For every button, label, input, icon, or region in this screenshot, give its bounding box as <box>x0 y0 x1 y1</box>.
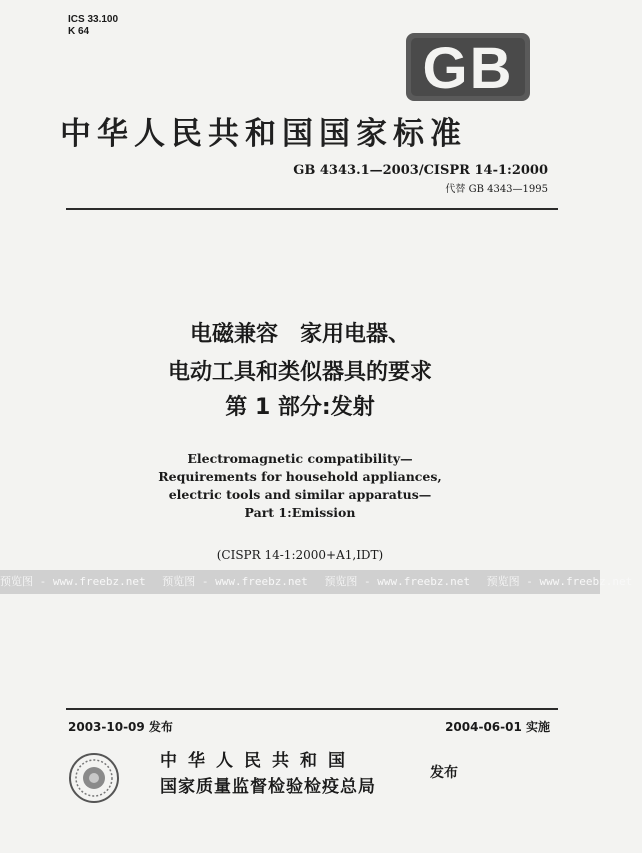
watermark-text: 预览图 - www.freebz.net <box>324 575 471 588</box>
issuer-line-1: 中华人民共和国 <box>160 751 356 771</box>
footer-rule <box>66 708 558 710</box>
classification-codes <box>68 14 118 38</box>
issuer-line-2: 国家质量监督检验检疫总局 <box>160 777 376 797</box>
equivalence-note: (CISPR 14-1:2000+A1,IDT) <box>216 548 384 562</box>
watermark-text: 预览图 - www.freebz.net <box>0 575 146 588</box>
seal-icon <box>68 752 120 804</box>
publish-label: 发布 <box>430 765 458 781</box>
header-rule <box>66 208 558 210</box>
title-cn-line-1: 电磁兼容 家用电器、 <box>189 322 410 347</box>
title-en-line-3: electric tools and similar apparatus— <box>168 487 432 502</box>
issue-date: 2003-10-09 发布 <box>68 720 173 734</box>
title-en-line-1: Electromagnetic compatibility— <box>187 451 413 466</box>
gb-logo <box>406 33 530 101</box>
replaces-note: 代替 GB 4343—1995 <box>445 184 548 195</box>
title-cn-line-3: 第 1 部分:发射 <box>225 395 375 420</box>
title-en-line-2: Requirements for household appliances, <box>158 469 442 484</box>
national-standard-title: 中华人民共和国国家标准 <box>60 116 467 152</box>
watermark-text: 预览图 - www.freebz.net <box>486 575 633 588</box>
effective-date: 2004-06-01 实施 <box>445 720 550 734</box>
standard-number: GB 4343.1—2003/CISPR 14-1:2000 <box>293 163 548 178</box>
watermark-band <box>0 570 633 594</box>
ccs-code: K 64 <box>68 26 90 37</box>
gb-logo-text: GB <box>422 36 514 101</box>
title-cn-line-2: 电动工具和类似器具的要求 <box>167 360 432 385</box>
ics-code: ICS 33.100 <box>68 14 119 25</box>
watermark-text: 预览图 - www.freebz.net <box>162 575 308 588</box>
title-en-line-4: Part 1:Emission <box>244 505 356 520</box>
